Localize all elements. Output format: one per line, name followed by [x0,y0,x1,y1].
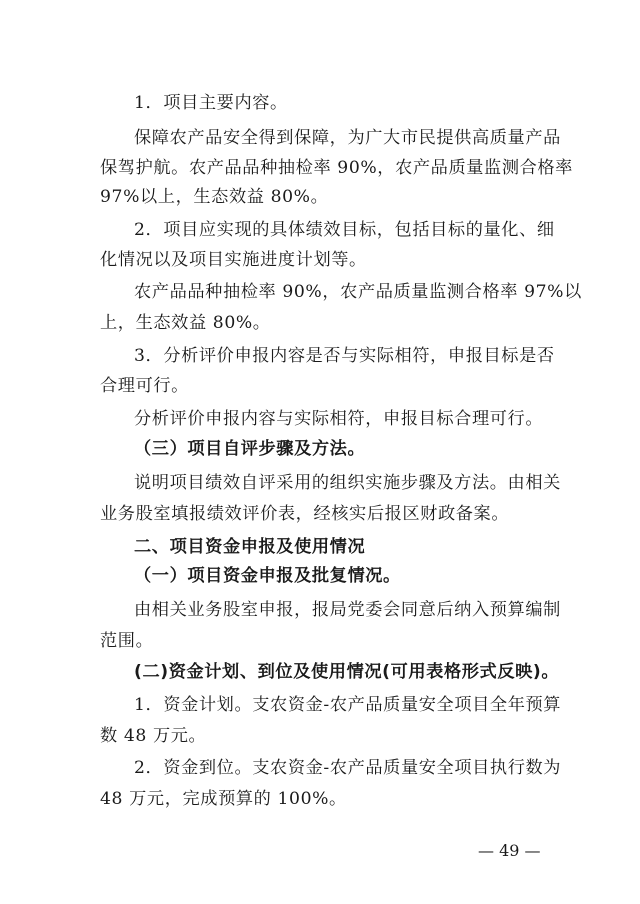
paragraph-line: 保障农产品安全得到保障，为广大市民提供高质量产品 [134,128,561,148]
paragraph-line: 化情况以及项目实施进度计划等。 [100,250,367,270]
paragraph-line: 48 万元，完成预算的 100%。 [100,789,347,809]
paragraph-line: 2．资金到位。支农资金-农产品质量安全项目执行数为 [134,758,562,778]
paragraph-line: 说明项目绩效自评采用的组织实施步骤及方法。由相关 [134,473,561,493]
paragraph-line: 数 48 万元。 [100,726,207,746]
paragraph-line: 97%以上，生态效益 80%。 [100,187,329,207]
item-1-heading: 1．项目主要内容。 [134,93,288,113]
item-2-heading: 2．项目应实现的具体绩效目标，包括目标的量化、细 [134,220,555,240]
section-3-heading: （三）项目自评步骤及方法。 [134,439,366,459]
section-2-heading: (二)资金计划、到位及使用情况(可用表格形式反映)。 [134,662,560,682]
paragraph-line: 农产品品种抽检率 90%，农产品质量监测合格率 97%以 [134,282,582,302]
section-1-heading: （一）项目资金申报及批复情况。 [134,566,401,586]
paragraph-line: 由相关业务股室申报，报局党委会同意后纳入预算编制 [134,600,561,620]
page-number: — 49 — [478,841,541,860]
paragraph-line: 业务股室填报绩效评价表，经核实后报区财政备案。 [100,504,510,524]
paragraph-line: 保驾护航。农产品品种抽检率 90%，农产品质量监测合格率 [100,158,573,178]
chapter-2-heading: 二、项目资金申报及使用情况 [134,537,366,557]
paragraph-line: 范围。 [100,631,154,651]
paragraph-line: 分析评价申报内容与实际相符，申报目标合理可行。 [134,409,544,429]
paragraph-line: 上，生态效益 80%。 [100,313,271,333]
paragraph-line: 1．资金计划。支农资金-农产品质量安全项目全年预算 [134,695,562,715]
paragraph-line: 合理可行。 [100,376,189,396]
item-3-heading: 3．分析评价申报内容是否与实际相符，申报目标是否 [134,346,555,366]
